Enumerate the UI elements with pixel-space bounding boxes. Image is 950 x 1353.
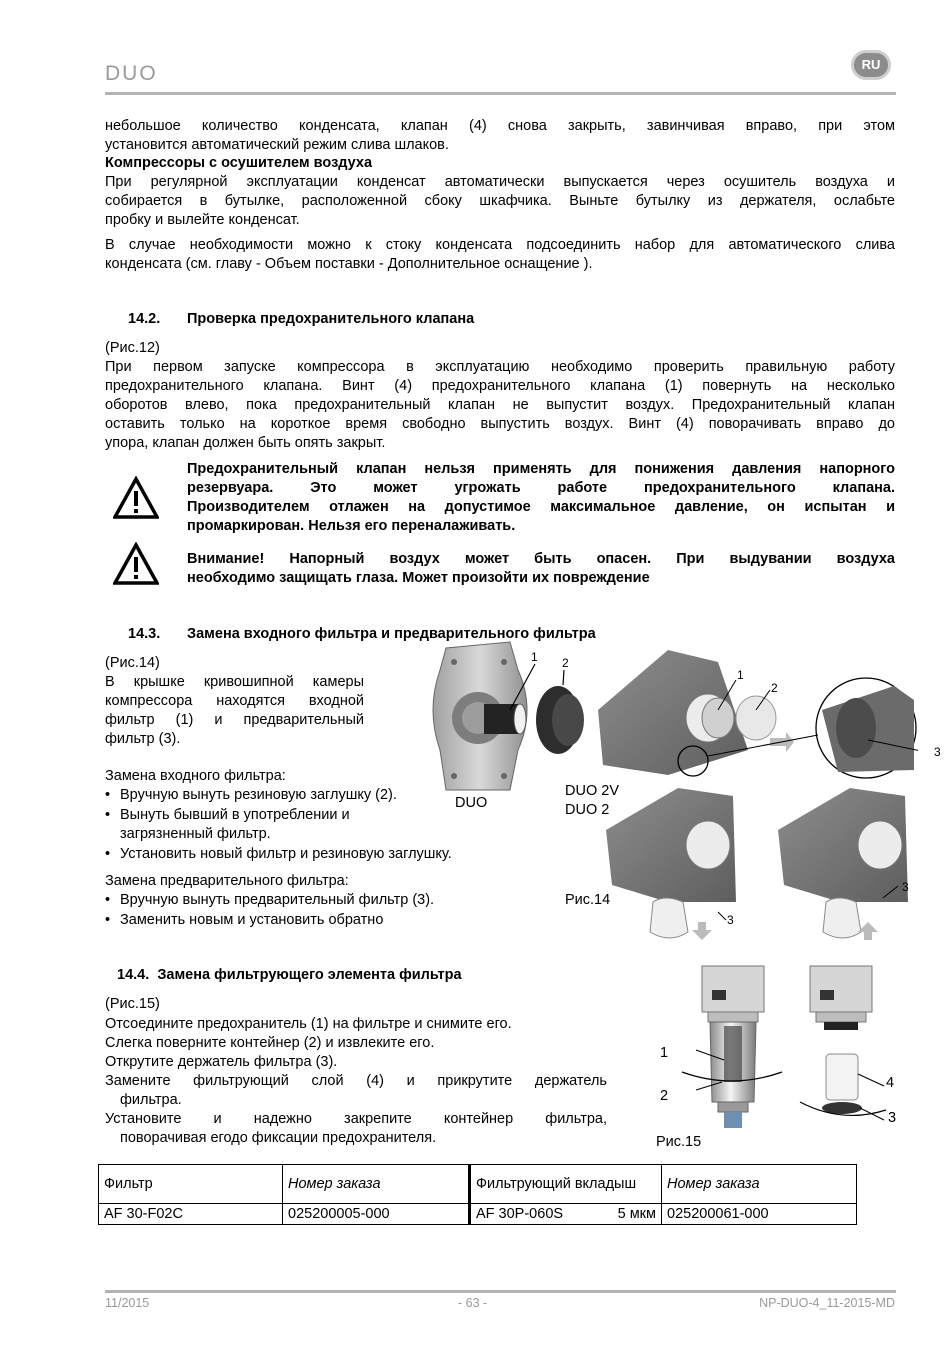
header-title: DUO (105, 62, 158, 85)
figure-label-duo-2: DUO 2 (565, 802, 610, 818)
prefilter-heading: Замена предварительного фильтра: (105, 873, 349, 889)
intro-p3-line2: конденсата (см. главу - Объем поставки - Дополнительное оснащение ). (105, 256, 593, 272)
table-cell: 025200061-000 (662, 1204, 857, 1225)
section-number: 14.2. (128, 311, 161, 327)
inlet-filter-steps (105, 845, 452, 864)
figure-callout: 3 (934, 745, 941, 759)
s143-line: фильтр (1) и предварительный (105, 712, 364, 728)
s144-step: Слегка поверните контейнер (2) и извлеките его. (105, 1035, 435, 1051)
table-header-row (99, 1165, 857, 1204)
list-item: • Вручную вынуть резиновую заглушку (2). (105, 786, 397, 805)
section-title: Замена входного фильтра и предварительного фильтра (187, 626, 596, 642)
figure-14-illustration (418, 640, 918, 960)
section-14-2-heading (128, 311, 474, 327)
warning-1-line: промаркирован. Нельзя его переналаживать. (187, 518, 516, 534)
s144-step-continuation: поворачивая егодо фиксации предохранителя. (120, 1130, 437, 1146)
s144-step-continuation: фильтра. (120, 1092, 182, 1108)
s142-line: предохранительного клапана. Винт (4) предохранительного клапана (1) повернуть на несколько (105, 378, 895, 394)
s143-line: фильтр (3). (105, 731, 181, 747)
warning-1-line: резервуара. Это может угрожать работе предохранительного клапана. (187, 480, 895, 496)
s142-line: При первом запуске компрессора в эксплуатацию необходимо проверить правильную работу (105, 359, 895, 375)
table-header-cell: Фильтрующий вкладыш (470, 1165, 662, 1204)
s144-step: Отсоедините предохранитель (1) на фильтре и снимите его. (105, 1016, 512, 1032)
filter-insert-model: AF 30P-060S (476, 1206, 564, 1222)
inlet-filter-steps (105, 806, 350, 825)
intro-p1-line2: установится автоматический режим слива шлаков. (105, 137, 449, 153)
filter-insert-rating: 5 мкм (617, 1206, 656, 1222)
section-title: Проверка предохранительного клапана (187, 311, 475, 327)
intro-p2-line1: При регулярной эксплуатации конденсат автоматически выпускается через осушитель воздуха и (105, 174, 895, 190)
intro-subheading: Компрессоры с осушителем воздуха (105, 155, 373, 171)
footer-date: 11/2015 (105, 1296, 150, 1310)
footer-page-number: - 63 - (458, 1296, 488, 1310)
prefilter-steps (105, 891, 434, 910)
s142-line: упора, клапан должен быть опять закрыт. (105, 435, 386, 451)
figure-14-caption: Рис.14 (565, 892, 611, 908)
header-divider (105, 92, 896, 95)
language-badge: RU (851, 50, 891, 80)
figure-label-duo: DUO (455, 795, 488, 811)
filter-order-table (98, 1164, 857, 1225)
warning-triangle-icon (113, 476, 159, 520)
list-item: • Заменить новым и установить обратно (105, 911, 383, 930)
table-header-cell: Номер заказа (283, 1165, 470, 1204)
section-14-4-heading (117, 967, 462, 983)
s144-step: Замените фильтрующий слой (4) и прикрутите держатель (105, 1073, 607, 1089)
section-title: Замена фильтрующего элемента фильтра (157, 967, 462, 983)
intro-p3-line1: В случае необходимости можно к стоку конденсата подсоединить набор для автоматического слива (105, 237, 895, 253)
s144-step: Открутите держатель фильтра (3). (105, 1054, 338, 1070)
warning-1-line: Производителем отлажен на допустимое максимальное давление, он испытан и (187, 499, 895, 515)
fig-reference: (Рис.14) (105, 655, 160, 671)
figure-15-caption: Рис.15 (656, 1134, 702, 1150)
figure-callout: 3 (727, 913, 734, 927)
list-item: • Вынуть бывший в употреблении и (105, 806, 350, 825)
inlet-filter-steps (105, 786, 397, 805)
prefilter-steps (105, 911, 383, 930)
figure-callout: 1 (531, 650, 538, 664)
figure-callout: 2 (660, 1088, 669, 1104)
figure-callout: 1 (737, 668, 744, 682)
list-item: • Вручную вынуть предварительный фильтр (3). (105, 891, 434, 910)
table-cell: 025200005-000 (283, 1204, 470, 1225)
figure-callout: 3 (888, 1110, 897, 1126)
s142-line: оставить только на короткое время свободно выпустить воздух. Винт (4) поворачивать вправо до (105, 416, 895, 432)
table-header-cell: Фильтр (99, 1165, 283, 1204)
table-header-cell: Номер заказа (662, 1165, 857, 1204)
s144-step: Установите и надежно закрепите контейнер фильтра, (105, 1111, 607, 1127)
warning-1-line: Предохранительный клапан нельзя применять для понижения давления напорного (187, 461, 895, 477)
list-item: • Установить новый фильтр и резиновую заглушку. (105, 845, 452, 864)
figure-label-duo-2v: DUO 2V (565, 783, 619, 799)
figure-callout: 1 (660, 1045, 669, 1061)
warning-triangle-icon (113, 542, 159, 586)
figure-callout: 4 (886, 1075, 895, 1091)
intro-p2-line3: пробку и вылейте конденсат. (105, 212, 300, 228)
section-number: 14.4. (117, 967, 150, 983)
list-item-continuation: загрязненный фильтр. (120, 826, 271, 842)
intro-p2-line2: собирается в бутылке, расположенной сбоку шкафчика. Выньте бутылку из держателя, ослабьте (105, 193, 895, 209)
inlet-filter-heading: Замена входного фильтра: (105, 768, 286, 784)
warning-2-line: необходимо защищать глаза. Может произойти их повреждение (187, 570, 650, 586)
table-cell: AF 30-F02C (99, 1204, 283, 1225)
figure-15-illustration (660, 962, 900, 1142)
s142-line: оборотов влево, пока предохранительный клапан не выпустит воздух. Предохранительный клапан (105, 397, 895, 413)
s143-line: компрессора находятся входной (105, 693, 364, 709)
footer-doc-id: NP-DUO-4_11-2015-MD (759, 1296, 895, 1310)
table-row (99, 1204, 857, 1225)
figure-callout: 2 (562, 656, 569, 670)
fig-reference: (Рис.12) (105, 340, 160, 356)
footer-divider (105, 1290, 896, 1293)
intro-p1-line1: небольшое количество конденсата, клапан (4) снова закрыть, завинчивая вправо, при этом (105, 118, 895, 134)
figure-callout: 3 (902, 880, 909, 894)
table-cell (470, 1204, 662, 1225)
figure-callout: 2 (771, 681, 778, 695)
warning-2-line: Внимание! Напорный воздух может быть опасен. При выдувании воздуха (187, 551, 895, 567)
section-number: 14.3. (128, 626, 161, 642)
fig-reference: (Рис.15) (105, 996, 160, 1012)
s143-line: В крышке кривошипной камеры (105, 674, 364, 690)
